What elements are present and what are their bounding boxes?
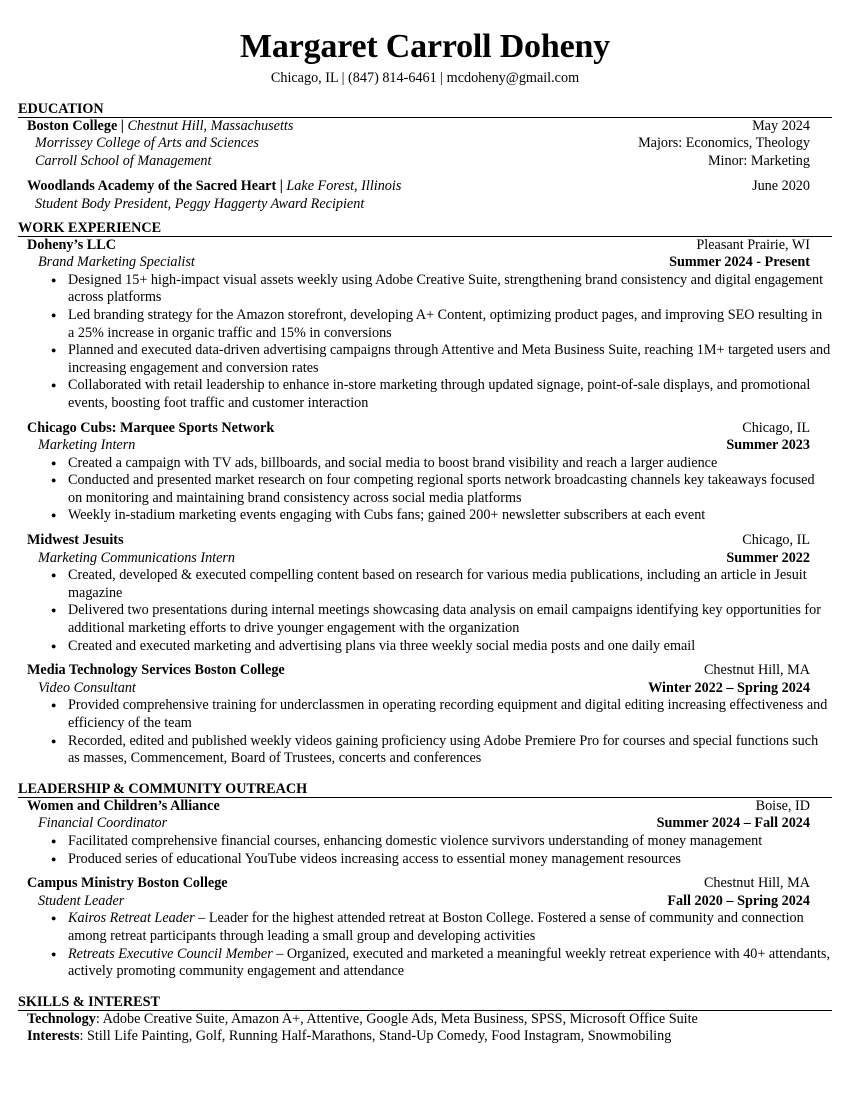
school-location: Chestnut Hill, Massachusetts xyxy=(127,117,294,134)
graduation-date: June 2020 xyxy=(752,178,810,195)
job-bullets xyxy=(27,271,831,413)
bullet-item: ● Provided comprehensive training for underclassmen in operating recording equipment and digital editing increasing effectiveness and efficiency of the team xyxy=(68,697,832,732)
leadership-entry xyxy=(18,875,832,981)
leadership-role: Financial Coordinator xyxy=(38,815,168,832)
skills-block xyxy=(18,1011,832,1046)
work-experience-heading: WORK EXPERIENCE xyxy=(18,220,832,237)
leadership-role: Student Leader xyxy=(38,892,125,909)
leadership-entry xyxy=(18,798,832,868)
job-dates: Summer 2024 - Present xyxy=(669,254,810,271)
work-entry xyxy=(18,532,832,655)
interests-line xyxy=(27,1028,832,1046)
bullet-item: ● Collaborated with retail leadership to enhance in-store marketing through updated signage, point-of-sale displays, and promotional events, boosting foot traffic and customer interaction xyxy=(68,377,832,412)
technology-label: Technology xyxy=(27,1010,96,1027)
job-bullets xyxy=(27,697,828,767)
job-location: Chicago, IL xyxy=(742,419,810,436)
bullet-text: Facilitated comprehensive financial courses, enhancing domestic violence survivors understanding of money management xyxy=(68,832,763,849)
employer-name: Midwest Jesuits xyxy=(27,532,124,549)
candidate-name: Margaret Carroll Doheny xyxy=(240,28,610,65)
organization-location: Chestnut Hill, MA xyxy=(703,875,810,892)
bullet-item: ● Recorded, edited and published weekly videos gaining proficiency using Adobe Premiere Pro for courses and special functions such as masses, Commencement, Board of Trustees, concerts and conferences xyxy=(68,733,832,768)
separator: | xyxy=(117,117,128,134)
bullet-lead: Kairos Retreat Leader – xyxy=(68,910,206,927)
interests-label: Interests xyxy=(27,1028,80,1045)
leadership-heading: LEADERSHIP & COMMUNITY OUTREACH xyxy=(18,781,832,798)
work-entry xyxy=(18,237,832,413)
job-title: Marketing Intern xyxy=(38,437,136,454)
organization-location: Boise, ID xyxy=(755,797,810,814)
interests-list: : Still Life Painting, Golf, Running Half-Marathons, Stand-Up Comedy, Food Instagram, Snowmobiling xyxy=(79,1028,672,1045)
education-heading: EDUCATION xyxy=(18,101,832,118)
bullet-text: Leader for the highest attended retreat at Boston College. Fostered a sense of community and connection among retreat participants through leading a small group and developing activities xyxy=(68,910,804,944)
contact-line: Chicago, IL | (847) 814-6461 | mcdoheny@gmail.com xyxy=(270,70,580,86)
job-dates: Summer 2023 xyxy=(726,437,810,454)
technology-line xyxy=(27,1011,832,1029)
organization-name: Women and Children’s Alliance xyxy=(27,797,220,814)
bullet-text: Organized, executed and marketed a meaningful weekly retreat experience with 40+ attendants, actively promoting community engagement and attendance xyxy=(68,945,831,980)
leadership-bullets xyxy=(27,833,810,868)
school-location: Lake Forest, Illinois xyxy=(286,178,402,195)
job-bullets xyxy=(27,567,821,655)
job-dates: Winter 2022 – Spring 2024 xyxy=(648,679,810,696)
bullet-item xyxy=(68,833,832,851)
work-entry xyxy=(18,662,832,768)
job-bullets xyxy=(27,454,815,525)
bullet-item: ● Conducted and presented market research on four competing regional sports network broadcasting channels key takeaways focused on monitoring and maintaining brand consistency across social media platforms xyxy=(68,472,832,507)
school-honors: Student Body President, Peggy Haggerty Award Recipient xyxy=(35,195,365,212)
college-name: Morrissey College of Arts and Sciences xyxy=(35,135,259,152)
bullet-item: ● Created, developed & executed compelling content based on research for various media publications, including an article in Jesuit magazine xyxy=(68,567,832,602)
education-entry xyxy=(18,178,832,213)
majors: Majors: Economics, Theology xyxy=(638,135,810,152)
leadership-dates: Fall 2020 – Spring 2024 xyxy=(667,892,810,909)
bullet-text: Produced series of educational YouTube videos increasing access to essential money management resources xyxy=(68,850,681,867)
bullet-item xyxy=(68,946,832,981)
school-name: Woodlands Academy of the Sacred Heart xyxy=(27,178,277,195)
bullet-item: ● Designed 15+ high-impact visual assets weekly using Adobe Creative Suite, strengthening brand consistency and digital engagement across platforms xyxy=(68,272,832,307)
education-entry xyxy=(18,118,832,171)
bullet-item: ● Delivered two presentations during internal meetings showcasing data analysis on email campaigns identifying key opportunities for additional marketing efforts to drive younger engagement with the organization xyxy=(68,602,832,637)
bullet-item: ● Planned and executed data-driven advertising campaigns through Attentive and Meta Business Suite, reaching 1M+ targeted users and increasing engagement and conversion rates xyxy=(68,342,832,377)
bullet-item xyxy=(68,851,832,869)
work-entry xyxy=(18,420,832,526)
bullet-item: ● Created a campaign with TV ads, billboards, and social media to boost brand visibility and reach a larger audience xyxy=(68,455,832,473)
job-dates: Summer 2022 xyxy=(726,549,810,566)
job-location: Chicago, IL xyxy=(742,532,810,549)
job-title: Brand Marketing Specialist xyxy=(38,254,195,271)
job-location: Chestnut Hill, MA xyxy=(703,662,810,679)
bullet-item: ● Weekly in-stadium marketing events engaging with Cubs fans; gained 200+ newsletter subscribers at each event xyxy=(68,507,832,525)
bullet-lead: Retreats Executive Council Member – xyxy=(68,945,284,962)
bullet-item: ● Led branding strategy for the Amazon storefront, developing A+ Content, optimizing product pages, and improving SEO resulting in a 25% increase in organic traffic and 15% in conversions xyxy=(68,307,832,342)
skills-heading: SKILLS & INTEREST xyxy=(18,994,832,1011)
employer-name: Doheny’s LLC xyxy=(27,236,116,253)
organization-name: Campus Ministry Boston College xyxy=(27,875,228,892)
graduation-date: May 2024 xyxy=(752,117,810,134)
school-name: Boston College xyxy=(27,117,118,134)
job-title: Marketing Communications Intern xyxy=(38,549,236,566)
school-of-management: Carroll School of Management xyxy=(35,152,212,169)
technology-list: : Adobe Creative Suite, Amazon A+, Attentive, Google Ads, Meta Business, SPSS, Microsoft Office Suite xyxy=(95,1010,698,1027)
bullet-item xyxy=(68,910,832,945)
minor: Minor: Marketing xyxy=(707,152,810,169)
job-location: Pleasant Prairie, WI xyxy=(696,236,810,253)
bullet-item: ● Created and executed marketing and advertising plans via three weekly social media posts and one daily email xyxy=(68,638,832,656)
employer-name: Media Technology Services Boston College xyxy=(27,662,285,679)
leadership-dates: Summer 2024 – Fall 2024 xyxy=(656,815,810,832)
job-title: Video Consultant xyxy=(38,679,136,696)
employer-name: Chicago Cubs: Marquee Sports Network xyxy=(27,419,275,436)
separator: | xyxy=(276,178,287,195)
leadership-bullets xyxy=(27,910,831,980)
